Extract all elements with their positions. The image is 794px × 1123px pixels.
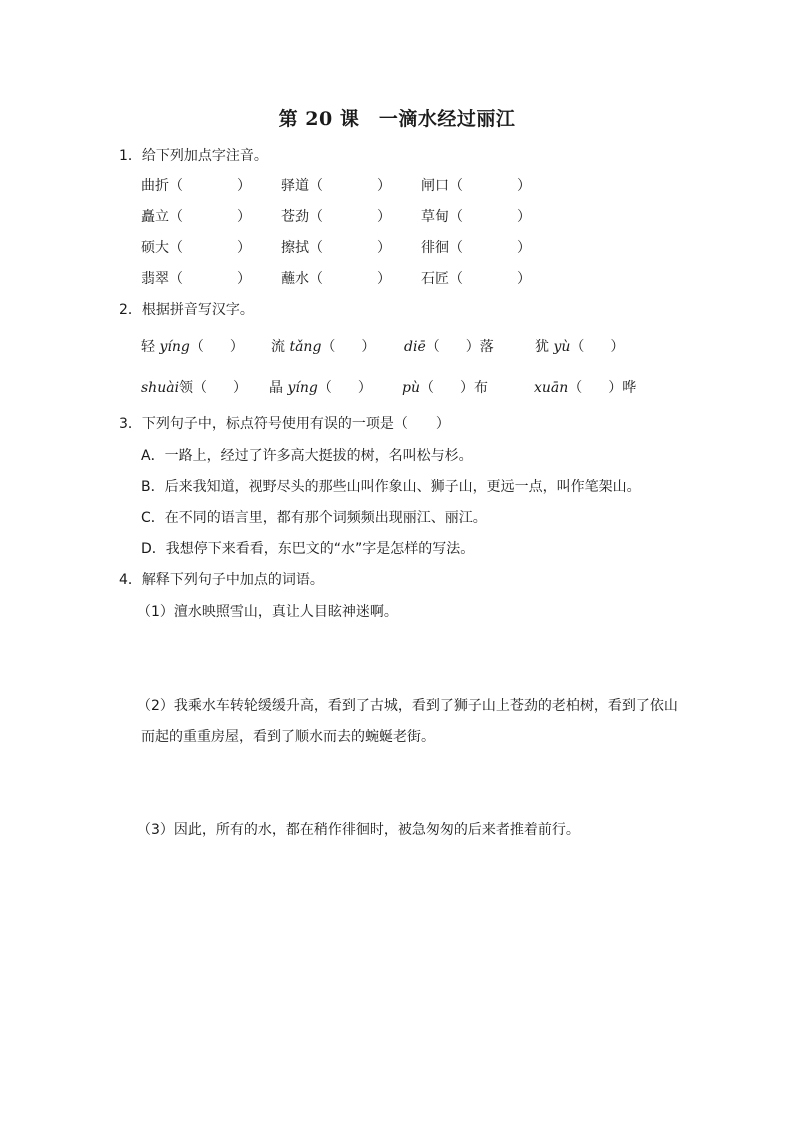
pinyin: yíng [287, 380, 318, 396]
q2-item: pù（ ）布 [402, 380, 488, 396]
q2-item: 晶 yíng（ ） [269, 380, 372, 396]
open-paren: （ [169, 178, 183, 194]
open-paren: （ [449, 209, 463, 225]
close-paren: ） [517, 240, 531, 256]
q3-option-d: D．我想停下来看看，东巴文的“水”字是怎样的写法。 [141, 541, 475, 557]
q4-sentence-1: （1）澶水映照雪山，真让人目眩神迷啊。 [137, 604, 398, 620]
open-paren: （ [309, 240, 323, 256]
close-paren: ） [237, 271, 251, 287]
q2-item: xuān（ ）哗 [534, 380, 637, 396]
q1-word: 闸口 [421, 178, 449, 194]
close-paren: ） [517, 178, 531, 194]
q1-word: 矗立 [141, 209, 169, 225]
q1-word: 曲折 [141, 178, 169, 194]
q2-item: 犹 yù（ ） [535, 339, 625, 355]
q1-item [141, 176, 251, 196]
q2-item: shuài领（ ） [141, 380, 248, 396]
open-paren: （ [449, 271, 463, 287]
q1-item [421, 207, 531, 227]
q2-item: diē（ ）落 [404, 339, 494, 355]
open-paren: （ [449, 240, 463, 256]
close-paren: ） [377, 240, 391, 256]
q2-stem: 2．根据拼音写汉字。 [119, 302, 254, 318]
q1-item [281, 207, 391, 227]
q1-item [281, 269, 391, 289]
q1-item [421, 269, 531, 289]
q3-option-c: C．在不同的语言里，都有那个词频频出现丽江、丽江。 [141, 510, 487, 526]
q1-item [281, 176, 391, 196]
q1-stem: 1．给下列加点字注音。 [119, 148, 268, 164]
close-paren: ） [237, 178, 251, 194]
close-paren: ） [377, 271, 391, 287]
q4-stem: 4．解释下列句子中加点的词语。 [119, 572, 324, 588]
open-paren: （ [309, 209, 323, 225]
pinyin: yù [553, 339, 571, 355]
close-paren: ） [377, 209, 391, 225]
q1-word: 石匠 [421, 271, 449, 287]
pinyin: diē [404, 339, 426, 355]
open-paren: （ [309, 178, 323, 194]
q2-item: 轻 yíng（ ） [141, 339, 244, 355]
q1-item [421, 238, 531, 258]
q4-sentence-2-line-1: （2）我乘水车转轮缓缓升高，看到了古城，看到了狮子山上苍劲的老柏树，看到了依山 [137, 698, 678, 714]
q3-option-a: A．一路上，经过了许多高大挺拔的树，名叫松与杉。 [141, 448, 473, 464]
close-paren: ） [517, 271, 531, 287]
open-paren: （ [309, 271, 323, 287]
q1-word: 苍劲 [281, 209, 309, 225]
close-paren: ） [237, 209, 251, 225]
q1-word: 蘸水 [281, 271, 309, 287]
q1-item [141, 238, 251, 258]
q2-row-1 [141, 337, 701, 357]
page-title: 第 20 课 一滴水经过丽江 [278, 108, 516, 130]
q4-sentence-3: （3）因此，所有的水，都在稍作徘徊时，被急匆匆的后来者推着前行。 [137, 822, 580, 838]
q1-item [141, 269, 251, 289]
q3-option-b: B．后来我知道，视野尽头的那些山叫作象山、狮子山，更远一点，叫作笔架山。 [141, 479, 641, 495]
pinyin: shuài [141, 380, 180, 396]
q2-item: 流 tǎng（ ） [271, 339, 376, 355]
q1-item [141, 207, 251, 227]
q1-item [421, 176, 531, 196]
open-paren: （ [449, 178, 463, 194]
q1-word: 徘徊 [421, 240, 449, 256]
q1-word: 驿道 [281, 178, 309, 194]
q4-sentence-2-line-2: 而起的重重房屋，看到了顺水而去的蜿蜒老街。 [141, 729, 435, 745]
pinyin: yíng [159, 339, 190, 355]
q2-row-2 [141, 378, 701, 398]
q1-word: 草甸 [421, 209, 449, 225]
close-paren: ） [237, 240, 251, 256]
q1-item [281, 238, 391, 258]
pinyin: pù [402, 380, 420, 396]
open-paren: （ [169, 209, 183, 225]
pinyin: xuān [534, 380, 569, 396]
close-paren: ） [377, 178, 391, 194]
close-paren: ） [517, 209, 531, 225]
q3-stem: 3．下列句子中，标点符号使用有误的一项是（ ） [119, 416, 450, 432]
pinyin: tǎng [289, 339, 322, 355]
open-paren: （ [169, 271, 183, 287]
q1-word: 翡翠 [141, 271, 169, 287]
q1-word: 擦拭 [281, 240, 309, 256]
q1-word: 硕大 [141, 240, 169, 256]
open-paren: （ [169, 240, 183, 256]
